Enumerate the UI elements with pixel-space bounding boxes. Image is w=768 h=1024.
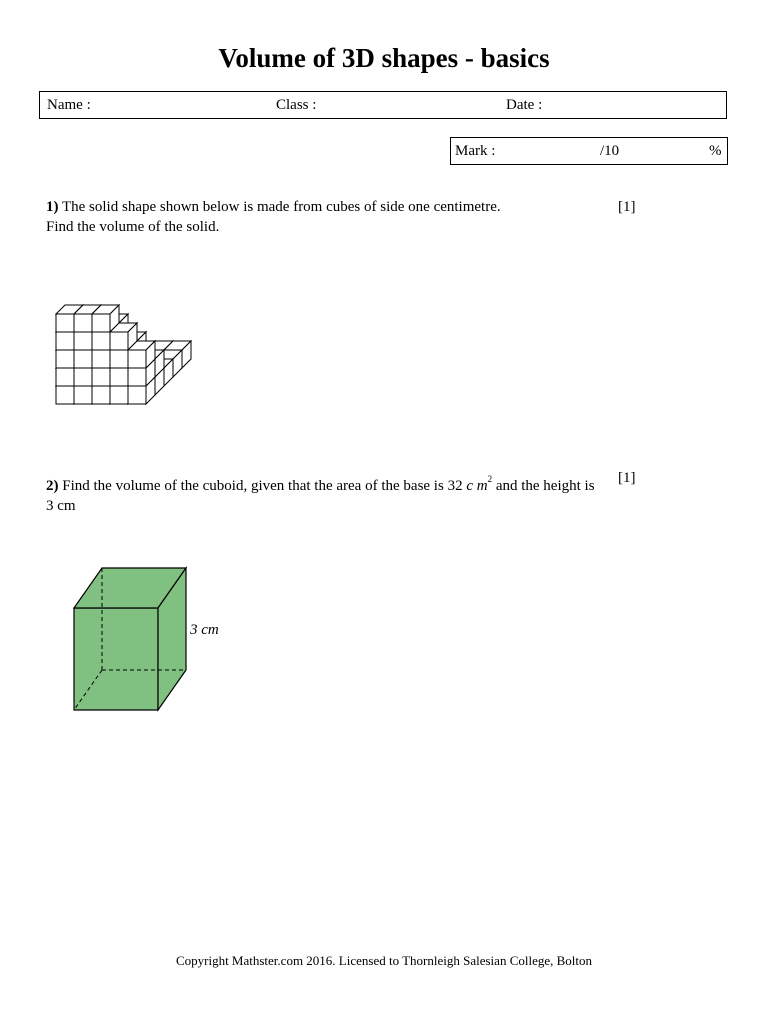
unit-cube-face	[74, 368, 92, 386]
question-2-number: 2)	[46, 478, 59, 494]
unit-cube-face	[56, 314, 74, 332]
name-label: Name :	[47, 97, 91, 113]
unit-cube-face	[128, 368, 146, 386]
unit-cube-face	[128, 350, 146, 368]
unit-cube-face	[56, 368, 74, 386]
footer-copyright: Copyright Mathster.com 2016. Licensed to Thornleigh Salesian College, Bolton	[175, 953, 593, 968]
unit-cube-face	[110, 386, 128, 404]
question-1-text: The solid shape shown below is made from cubes of side one centimetre.	[61, 199, 501, 215]
question-2	[46, 469, 618, 516]
unit-cube-face	[92, 350, 110, 368]
cube-staircase-diagram	[40, 260, 210, 420]
unit-cube-face	[56, 350, 74, 368]
mark-label: Mark :	[455, 143, 496, 159]
question-1	[46, 197, 501, 237]
unit-cube-face	[56, 386, 74, 404]
unit-cube-face	[110, 350, 128, 368]
unit-cube-face	[74, 386, 92, 404]
question-2-text-line2: 3 cm	[46, 498, 76, 514]
unit-cube-face	[74, 350, 92, 368]
unit-cube-face	[110, 332, 128, 350]
unit-cube-face	[110, 368, 128, 386]
mark-total: /10	[600, 143, 620, 159]
unit-cube-face	[92, 368, 110, 386]
height-label: 3 cm	[190, 622, 219, 638]
question-1-number: 1)	[46, 199, 59, 215]
question-1-text-line2: Find the volume of the solid.	[46, 219, 220, 235]
mark-box	[450, 137, 728, 165]
date-label: Date :	[506, 97, 543, 113]
mark-percent: %	[709, 143, 722, 159]
cuboid-front-face	[74, 608, 158, 710]
student-info-box	[39, 91, 727, 119]
question-1-marks: [1]	[618, 199, 636, 215]
unit-cube-face	[92, 332, 110, 350]
unit-cube-face	[74, 314, 92, 332]
question-2-marks: [1]	[618, 470, 636, 486]
unit-cube-face	[56, 332, 74, 350]
page-title: Volume of 3D shapes - basics	[218, 43, 550, 73]
question-2-text-after: and the height is	[495, 478, 595, 494]
unit-cube-face	[92, 314, 110, 332]
question-2-text: Find the volume of the cuboid, given that the area of the base is 32	[62, 478, 463, 494]
area-unit: c m	[466, 478, 488, 494]
unit-cube-face	[92, 386, 110, 404]
area-unit-power: 2	[487, 474, 493, 484]
cuboid-diagram	[60, 555, 240, 725]
class-label: Class :	[276, 97, 317, 113]
unit-cube-face	[128, 386, 146, 404]
unit-cube-face	[74, 332, 92, 350]
